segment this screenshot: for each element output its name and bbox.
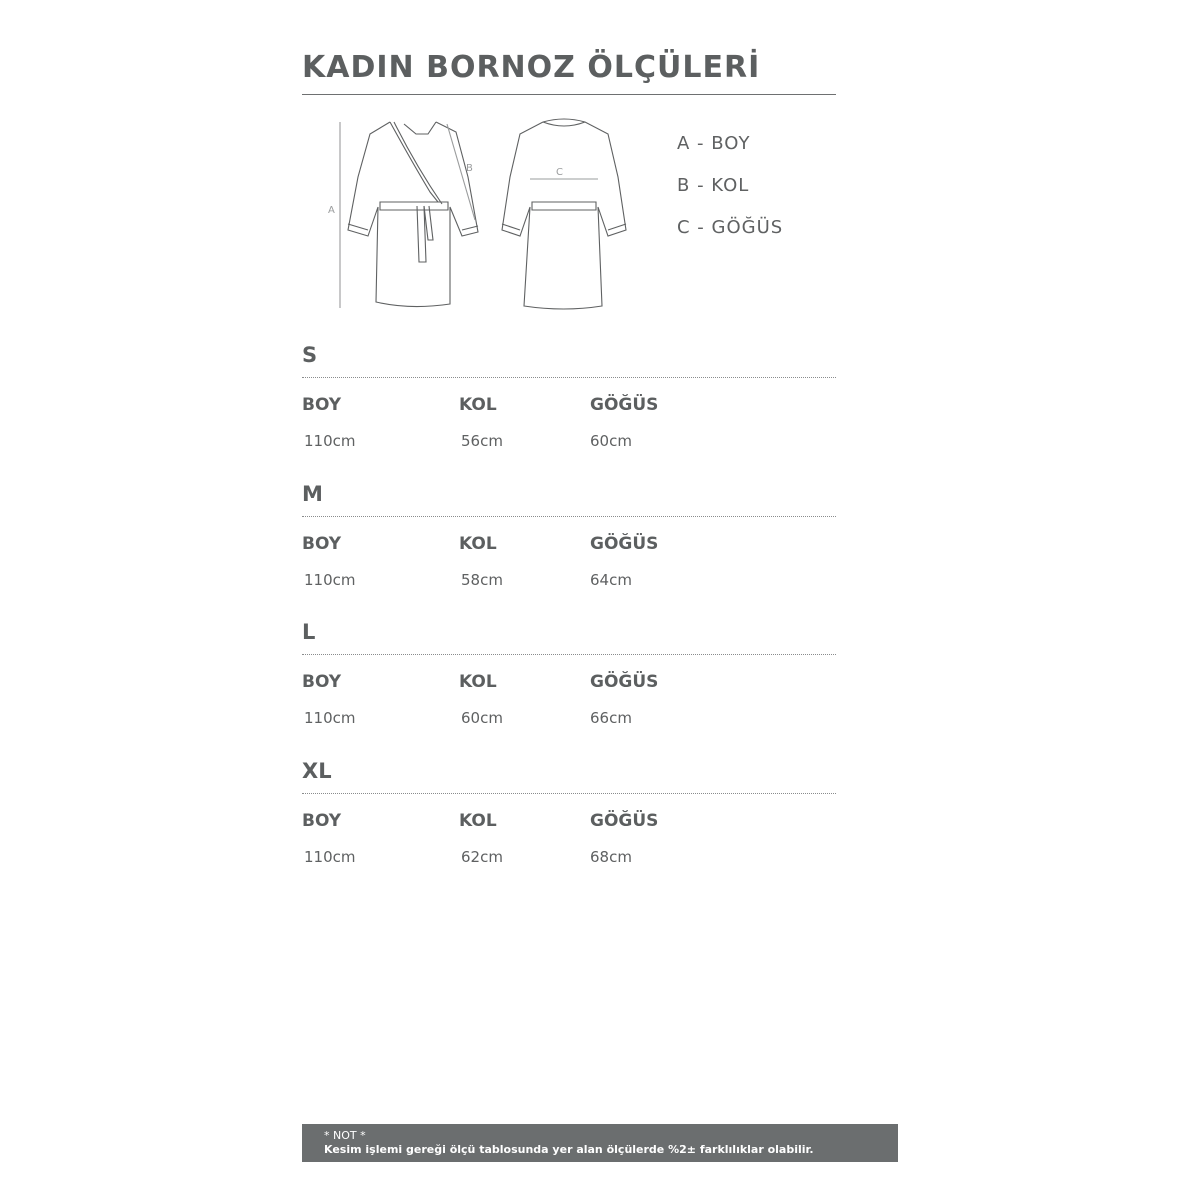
column-header-boy: BOY [302, 811, 342, 831]
column-header-kol: KOL [459, 672, 497, 692]
size-label: L [302, 620, 316, 644]
measurement-legend [677, 132, 783, 258]
column-header-gogus: GÖĞÜS [590, 534, 659, 554]
legend-item-kol: B - KOL [677, 175, 750, 196]
bathrobe-diagram [320, 112, 640, 317]
value-boy: 110cm [304, 432, 356, 450]
value-gogus: 68cm [590, 848, 632, 866]
value-kol: 56cm [461, 432, 503, 450]
column-header-kol: KOL [459, 395, 497, 415]
title-divider [302, 94, 836, 95]
diagram-label-c: C [556, 167, 563, 178]
value-kol: 60cm [461, 709, 503, 727]
value-boy: 110cm [304, 709, 356, 727]
legend-item-boy: A - BOY [677, 133, 751, 154]
column-header-kol: KOL [459, 811, 497, 831]
value-kol: 62cm [461, 848, 503, 866]
value-boy: 110cm [304, 571, 356, 589]
value-kol: 58cm [461, 571, 503, 589]
diagram-label-a: A [328, 205, 335, 216]
size-label: XL [302, 759, 332, 783]
column-header-gogus: GÖĞÜS [590, 395, 659, 415]
value-gogus: 60cm [590, 432, 632, 450]
column-header-kol: KOL [459, 534, 497, 554]
note-title: * NOT * [324, 1129, 366, 1142]
size-divider [302, 377, 836, 378]
value-gogus: 66cm [590, 709, 632, 727]
column-header-boy: BOY [302, 672, 342, 692]
value-boy: 110cm [304, 848, 356, 866]
size-divider [302, 793, 836, 794]
page-title: KADIN BORNOZ ÖLÇÜLERİ [302, 50, 761, 85]
note-banner [302, 1124, 898, 1162]
column-header-boy: BOY [302, 395, 342, 415]
column-header-gogus: GÖĞÜS [590, 811, 659, 831]
diagram-label-b: B [466, 163, 473, 174]
column-header-gogus: GÖĞÜS [590, 672, 659, 692]
size-divider [302, 516, 836, 517]
size-label: M [302, 482, 323, 506]
size-label: S [302, 343, 318, 367]
note-text: Kesim işlemi gereği ölçü tablosunda yer alan ölçülerde %2± farklılıklar olabilir. [324, 1143, 814, 1156]
value-gogus: 64cm [590, 571, 632, 589]
legend-item-gogus: C - GÖĞÜS [677, 217, 784, 238]
column-header-boy: BOY [302, 534, 342, 554]
size-divider [302, 654, 836, 655]
